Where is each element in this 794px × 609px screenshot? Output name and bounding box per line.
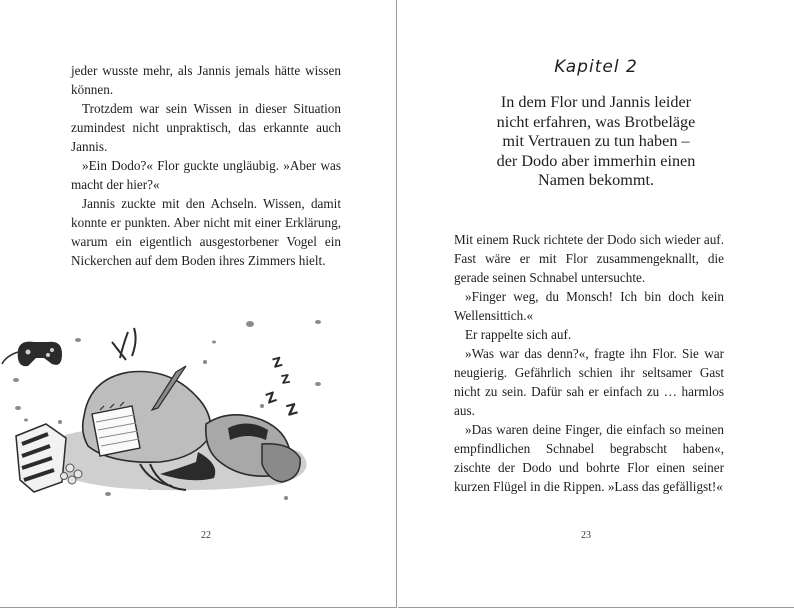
chapter-title-line: nicht erfahren, was Brotbeläge <box>496 112 696 131</box>
left-page-text <box>71 61 341 270</box>
chapter-title-line: mit Vertrauen zu tun haben – <box>502 132 690 150</box>
paragraph: Mit einem Ruck richtete der Dodo sich wieder auf. Fast wäre er mit Flor zusammengeknallt, die gerade seinen Schnabel untersuchte. <box>454 232 724 285</box>
sleeping-dodo-illustration <box>0 312 340 502</box>
paragraph: »Das waren deine Finger, die einfach so meinen empfindlichen Schnabel begrabscht haben«, zischte der Dodo und bohrte Flor einen seiner kurzen Flügel in die Rippen. »Lass das gefälligst!« <box>454 422 724 494</box>
game-controller-icon <box>2 342 62 367</box>
chapter-label: Kapitel 2 <box>554 57 638 77</box>
snore-letters <box>264 355 300 420</box>
snore-z: Z <box>271 354 285 372</box>
paragraph: Jannis zuckte mit den Achseln. Wissen, damit konnte er punkten. Aber nicht mit einer Erklärung, warum ein eigentlich ausgestorbener Vogel ein Nickerchen auf dem Boden ihres Zimmers hielt. <box>71 196 341 268</box>
left-page <box>0 0 397 608</box>
page-edge <box>398 607 794 608</box>
paragraph: »Was war das denn?«, fragte ihn Flor. Sie war neugierig. Gefährlich schien ihr seltsamer Gast nicht zu sein. Dafür sah er einfach zu … harmlos aus. <box>454 346 724 418</box>
right-page <box>398 0 794 608</box>
page-number-left: 22 <box>201 530 211 541</box>
chapter-title-line: der Dodo aber immerhin einen <box>496 151 696 170</box>
page-number-right: 23 <box>581 530 591 541</box>
snore-z: Z <box>284 399 300 420</box>
paragraph: Er rappelte sich auf. <box>465 327 572 342</box>
paragraph: »Finger weg, du Monsch! Ich bin doch kein Wellensittich.« <box>454 289 724 323</box>
paragraph: jeder wusste mehr, als Jannis jemals hätte wissen können. <box>71 63 341 97</box>
chapter-title-line: In dem Flor und Jannis leider <box>500 93 692 111</box>
chapter-title <box>468 93 724 191</box>
paragraph: »Ein Dodo?« Flor guckte ungläubig. »Aber was macht der hier?« <box>71 158 341 192</box>
snore-z: Z <box>263 389 279 408</box>
page-edge <box>0 607 396 608</box>
snore-z: Z <box>280 371 292 387</box>
right-page-text <box>454 230 724 496</box>
paragraph: Trotzdem war sein Wissen in dieser Situation zumindest nicht unpraktisch, das erkannte auch Jannis. <box>71 101 341 154</box>
chapter-title-line: Namen bekommt. <box>538 171 654 189</box>
